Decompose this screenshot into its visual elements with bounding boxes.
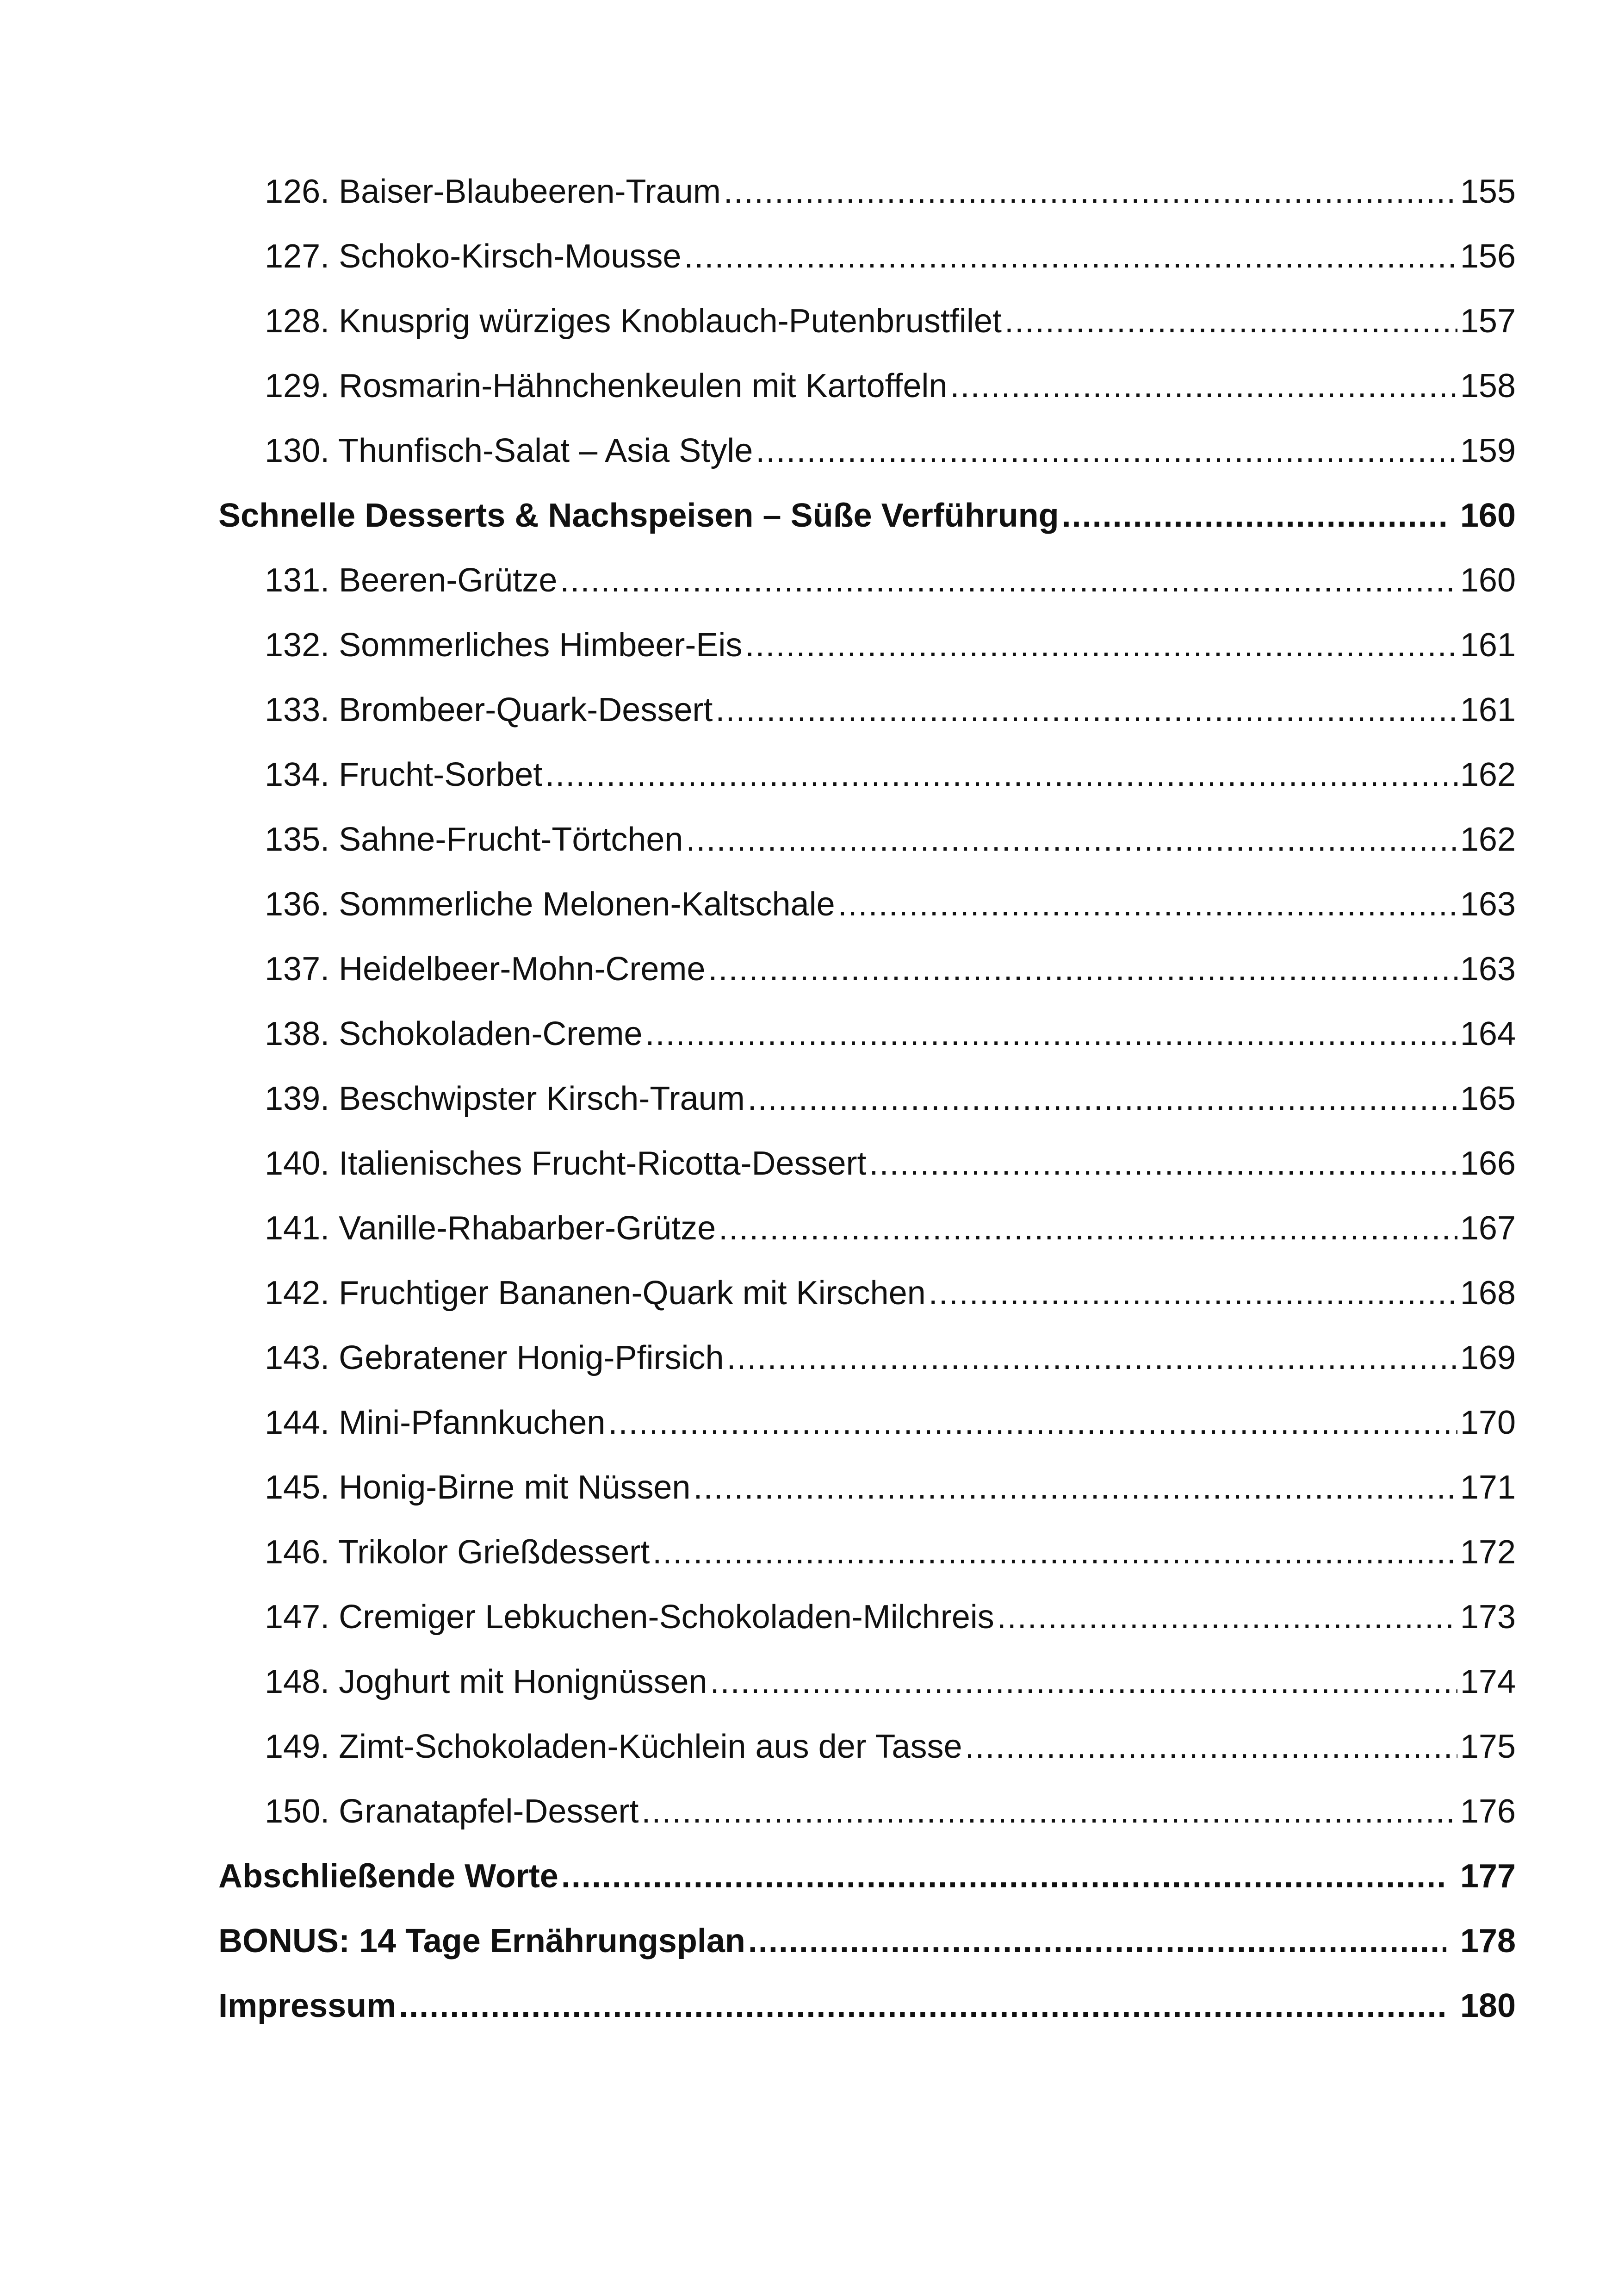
toc-page-number: 163 bbox=[1460, 951, 1516, 988]
toc-page-number: 176 bbox=[1460, 1793, 1516, 1830]
toc-page-number: 161 bbox=[1460, 691, 1516, 728]
toc-entry-title: 135. Sahne-Frucht-Törtchen bbox=[265, 821, 683, 858]
toc-dot-leader bbox=[869, 1131, 1457, 1196]
toc-entry-title: 149. Zimt-Schokoladen-Küchlein aus der Tasse bbox=[265, 1728, 962, 1765]
toc-recipe-entry[interactable] bbox=[218, 1520, 1516, 1585]
toc-recipe-entry[interactable] bbox=[218, 1714, 1516, 1779]
toc-entry-title: 142. Fruchtiger Bananen-Quark mit Kirschen bbox=[265, 1275, 926, 1312]
toc-page-number: 174 bbox=[1460, 1663, 1516, 1700]
toc-entry-title: 131. Beeren-Grütze bbox=[265, 562, 558, 599]
toc-dot-leader bbox=[560, 548, 1457, 613]
toc-recipe-entry[interactable] bbox=[218, 1455, 1516, 1520]
toc-page-number: 172 bbox=[1460, 1534, 1516, 1571]
toc-entry-title: 147. Cremiger Lebkuchen-Schokoladen-Milchreis bbox=[265, 1599, 994, 1636]
toc-entry-title: 133. Brombeer-Quark-Dessert bbox=[265, 691, 713, 728]
toc-entry-title: 130. Thunfisch-Salat – Asia Style bbox=[265, 432, 753, 469]
toc-chapter-entry[interactable] bbox=[218, 1909, 1516, 1973]
toc-entry-title: 129. Rosmarin-Hähnchenkeulen mit Kartoffeln bbox=[265, 367, 948, 404]
toc-dot-leader bbox=[748, 1909, 1446, 1973]
toc-entry-title: Schnelle Desserts & Nachspeisen – Süße Verführung bbox=[218, 497, 1059, 534]
toc-dot-leader bbox=[719, 1196, 1457, 1261]
toc-dot-leader bbox=[684, 224, 1457, 289]
toc-entry-title: 132. Sommerliches Himbeer-Eis bbox=[265, 627, 743, 664]
toc-dot-leader bbox=[950, 354, 1457, 418]
toc-entry-title: 148. Joghurt mit Honignüssen bbox=[265, 1663, 707, 1700]
toc-recipe-entry[interactable] bbox=[218, 807, 1516, 872]
toc-recipe-entry[interactable] bbox=[218, 1325, 1516, 1390]
table-of-contents bbox=[218, 159, 1516, 2038]
toc-dot-leader bbox=[693, 1455, 1457, 1520]
toc-dot-leader bbox=[561, 1844, 1446, 1909]
toc-page-number: 170 bbox=[1460, 1404, 1516, 1441]
toc-dot-leader bbox=[745, 613, 1457, 678]
toc-page-number: 157 bbox=[1460, 303, 1516, 340]
toc-recipe-entry[interactable] bbox=[218, 354, 1516, 418]
toc-recipe-entry[interactable] bbox=[218, 1131, 1516, 1196]
toc-entry-title: 140. Italienisches Frucht-Ricotta-Dessert bbox=[265, 1145, 867, 1182]
toc-dot-leader bbox=[756, 418, 1457, 483]
toc-recipe-entry[interactable] bbox=[218, 872, 1516, 937]
toc-page-number: 164 bbox=[1460, 1015, 1516, 1052]
toc-dot-leader bbox=[1004, 289, 1457, 354]
toc-page-number: 161 bbox=[1460, 627, 1516, 664]
toc-entry-title: 139. Beschwipster Kirsch-Traum bbox=[265, 1080, 745, 1117]
toc-dot-leader bbox=[965, 1714, 1457, 1779]
toc-entry-title: 146. Trikolor Grießdessert bbox=[265, 1534, 650, 1571]
toc-entry-title: 137. Heidelbeer-Mohn-Creme bbox=[265, 951, 706, 988]
toc-dot-leader bbox=[399, 1973, 1446, 2038]
toc-recipe-entry[interactable] bbox=[218, 1002, 1516, 1066]
toc-dot-leader bbox=[748, 1066, 1457, 1131]
toc-page-number: 158 bbox=[1460, 367, 1516, 404]
toc-page-number: 166 bbox=[1460, 1145, 1516, 1182]
toc-entry-title: 145. Honig-Birne mit Nüssen bbox=[265, 1469, 691, 1506]
toc-dot-leader bbox=[645, 1002, 1457, 1066]
toc-recipe-entry[interactable] bbox=[218, 1066, 1516, 1131]
toc-entry-title: 144. Mini-Pfannkuchen bbox=[265, 1404, 606, 1441]
toc-page-number: 155 bbox=[1460, 173, 1516, 210]
toc-entry-title: 128. Knusprig würziges Knoblauch-Putenbrustfilet bbox=[265, 303, 1002, 340]
toc-chapter-entry[interactable] bbox=[218, 1973, 1516, 2038]
toc-page-number: 171 bbox=[1460, 1469, 1516, 1506]
toc-dot-leader bbox=[929, 1261, 1457, 1325]
toc-page-number: 177 bbox=[1460, 1858, 1516, 1895]
toc-dot-leader bbox=[724, 159, 1457, 224]
toc-recipe-entry[interactable] bbox=[218, 1649, 1516, 1714]
toc-page-number: 160 bbox=[1460, 497, 1516, 534]
toc-dot-leader bbox=[545, 742, 1457, 807]
toc-recipe-entry[interactable] bbox=[218, 224, 1516, 289]
toc-entry-title: 126. Baiser-Blaubeeren-Traum bbox=[265, 173, 721, 210]
toc-entry-title: 150. Granatapfel-Dessert bbox=[265, 1793, 639, 1830]
toc-dot-leader bbox=[1062, 483, 1446, 548]
toc-page-number: 169 bbox=[1460, 1339, 1516, 1376]
toc-chapter-entry[interactable] bbox=[218, 483, 1516, 548]
toc-recipe-entry[interactable] bbox=[218, 1585, 1516, 1649]
toc-recipe-entry[interactable] bbox=[218, 1390, 1516, 1455]
toc-entry-title: 136. Sommerliche Melonen-Kaltschale bbox=[265, 886, 835, 923]
toc-dot-leader bbox=[652, 1520, 1457, 1585]
toc-entry-title: BONUS: 14 Tage Ernährungsplan bbox=[218, 1923, 745, 1960]
toc-entry-title: Impressum bbox=[218, 1987, 397, 2024]
toc-entry-title: Abschließende Worte bbox=[218, 1858, 558, 1895]
toc-recipe-entry[interactable] bbox=[218, 1261, 1516, 1325]
toc-recipe-entry[interactable] bbox=[218, 289, 1516, 354]
toc-page-number: 168 bbox=[1460, 1275, 1516, 1312]
toc-dot-leader bbox=[710, 1649, 1457, 1714]
toc-page-number: 159 bbox=[1460, 432, 1516, 469]
toc-chapter-entry[interactable] bbox=[218, 1844, 1516, 1909]
toc-page-number: 178 bbox=[1460, 1923, 1516, 1960]
toc-dot-leader bbox=[641, 1779, 1457, 1844]
toc-dot-leader bbox=[608, 1390, 1457, 1455]
toc-page-number: 160 bbox=[1460, 562, 1516, 599]
toc-recipe-entry[interactable] bbox=[218, 1196, 1516, 1261]
toc-recipe-entry[interactable] bbox=[218, 678, 1516, 742]
toc-recipe-entry[interactable] bbox=[218, 418, 1516, 483]
toc-page-number: 173 bbox=[1460, 1599, 1516, 1636]
toc-page-number: 165 bbox=[1460, 1080, 1516, 1117]
toc-dot-leader bbox=[838, 872, 1457, 937]
toc-recipe-entry[interactable] bbox=[218, 937, 1516, 1002]
toc-dot-leader bbox=[715, 678, 1457, 742]
toc-recipe-entry[interactable] bbox=[218, 742, 1516, 807]
toc-recipe-entry[interactable] bbox=[218, 613, 1516, 678]
toc-page-number: 162 bbox=[1460, 756, 1516, 793]
toc-dot-leader bbox=[727, 1325, 1457, 1390]
toc-page-number: 162 bbox=[1460, 821, 1516, 858]
toc-entry-title: 143. Gebratener Honig-Pfirsich bbox=[265, 1339, 724, 1376]
toc-page-number: 163 bbox=[1460, 886, 1516, 923]
toc-entry-title: 141. Vanille-Rhabarber-Grütze bbox=[265, 1210, 716, 1247]
toc-page-number: 156 bbox=[1460, 238, 1516, 275]
toc-dot-leader bbox=[708, 937, 1457, 1002]
toc-page-number: 175 bbox=[1460, 1728, 1516, 1765]
toc-recipe-entry[interactable] bbox=[218, 1779, 1516, 1844]
toc-recipe-entry[interactable] bbox=[218, 548, 1516, 613]
toc-dot-leader bbox=[686, 807, 1457, 872]
toc-entry-title: 127. Schoko-Kirsch-Mousse bbox=[265, 238, 682, 275]
toc-entry-title: 138. Schokoladen-Creme bbox=[265, 1015, 643, 1052]
toc-page-number: 180 bbox=[1460, 1987, 1516, 2024]
toc-dot-leader bbox=[997, 1585, 1457, 1649]
toc-recipe-entry[interactable] bbox=[218, 159, 1516, 224]
toc-page-number: 167 bbox=[1460, 1210, 1516, 1247]
toc-entry-title: 134. Frucht-Sorbet bbox=[265, 756, 543, 793]
